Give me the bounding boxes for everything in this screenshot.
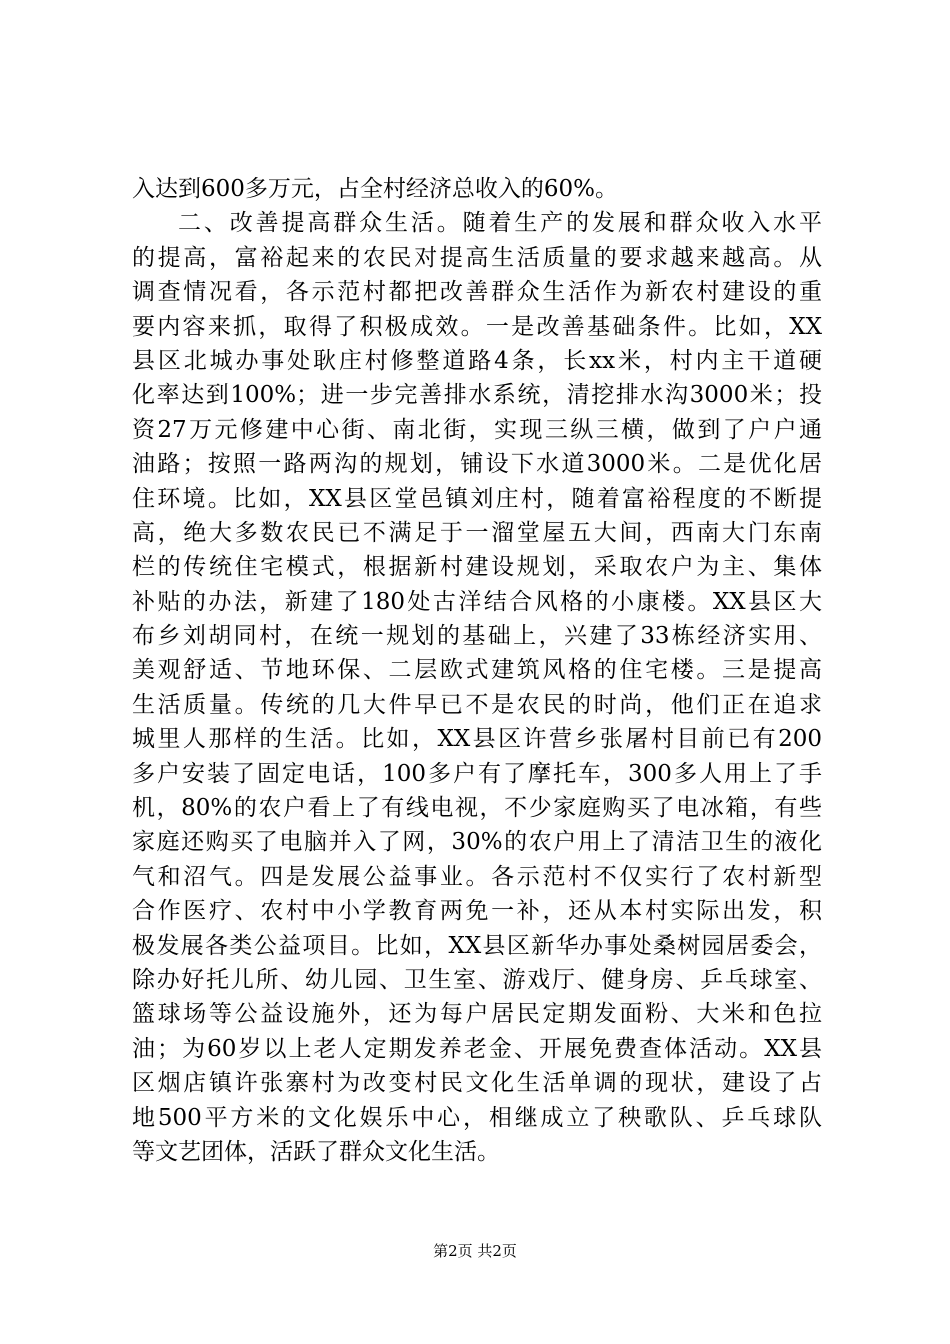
text-line: 化率达到100%；进一步完善排水系统，清挖排水沟3000米；投 (132, 382, 822, 409)
text-line: 极发展各类公益项目。比如，XX县区新华办事处桑树园居委会， (132, 932, 822, 959)
text-line: 油路；按照一路两沟的规划，铺设下水道3000米。二是优化居 (132, 451, 822, 478)
text-line: 县区北城办事处耿庄村修整道路4条，长xx米，村内主干道硬 (132, 347, 822, 374)
text-line: 多户安装了固定电话，100多户有了摩托车，300多人用上了手 (132, 760, 822, 787)
text-line: 栏的传统住宅模式，根据新村建设规划，采取农户为主、集体 (132, 554, 822, 581)
page-footer (0, 1241, 950, 1261)
text-line: 高，绝大多数农民已不满足于一溜堂屋五大间，西南大门东南 (132, 519, 822, 546)
page-number-label: 第2页 共2页 (433, 1242, 517, 1260)
text-line: 住环境。比如，XX县区堂邑镇刘庄村，随着富裕程度的不断提 (132, 485, 822, 512)
text-line: 的提高，富裕起来的农民对提高生活质量的要求越来越高。从 (132, 244, 822, 271)
body-text (132, 172, 822, 1169)
paragraph-first-line: 二、改善提高群众生活。随着生产的发展和群众收入水平 (178, 210, 822, 237)
text-line: 入达到600多万元，占全村经济总收入的60%。 (132, 176, 619, 202)
text-line: 油；为60岁以上老人定期发养老金、开展免费查体活动。XX县 (132, 1035, 822, 1062)
text-line: 布乡刘胡同村，在统一规划的基础上，兴建了33栋经济实用、 (132, 623, 822, 650)
text-line: 家庭还购买了电脑并入了网，30%的农户用上了清洁卫生的液化 (132, 829, 822, 856)
text-line: 要内容来抓，取得了积极成效。一是改善基础条件。比如，XX (132, 313, 822, 340)
text-line: 除办好托儿所、幼儿园、卫生室、游戏厅、健身房、乒乓球室、 (132, 966, 822, 993)
text-line: 调查情况看，各示范村都把改善群众生活作为新农村建设的重 (132, 279, 822, 306)
paragraph-last-line: 等文艺团体，活跃了群众文化生活。 (132, 1138, 500, 1165)
text-line: 气和沼气。四是发展公益事业。各示范村不仅实行了农村新型 (132, 863, 822, 890)
text-line: 补贴的办法，新建了180处古洋结合风格的小康楼。XX县区大 (132, 588, 822, 615)
text-line: 机，80%的农户看上了有线电视，不少家庭购买了电冰箱，有些 (132, 795, 822, 822)
text-line: 地500平方米的文化娱乐中心，相继成立了秧歌队、乒乓球队 (132, 1104, 822, 1131)
text-line: 篮球场等公益设施外，还为每户居民定期发面粉、大米和色拉 (132, 1001, 822, 1028)
text-line: 合作医疗、农村中小学教育两免一补，还从本村实际出发，积 (132, 898, 822, 925)
text-line: 生活质量。传统的几大件早已不是农民的时尚，他们正在追求 (132, 691, 822, 718)
text-line: 区烟店镇许张寨村为改变村民文化生活单调的现状，建设了占 (132, 1070, 822, 1097)
text-line: 资27万元修建中心街、南北街，实现三纵三横，做到了户户通 (132, 416, 822, 443)
text-line: 城里人那样的生活。比如，XX县区许营乡张屠村目前已有200 (132, 726, 822, 753)
text-line: 美观舒适、节地环保、二层欧式建筑风格的住宅楼。三是提高 (132, 657, 822, 684)
